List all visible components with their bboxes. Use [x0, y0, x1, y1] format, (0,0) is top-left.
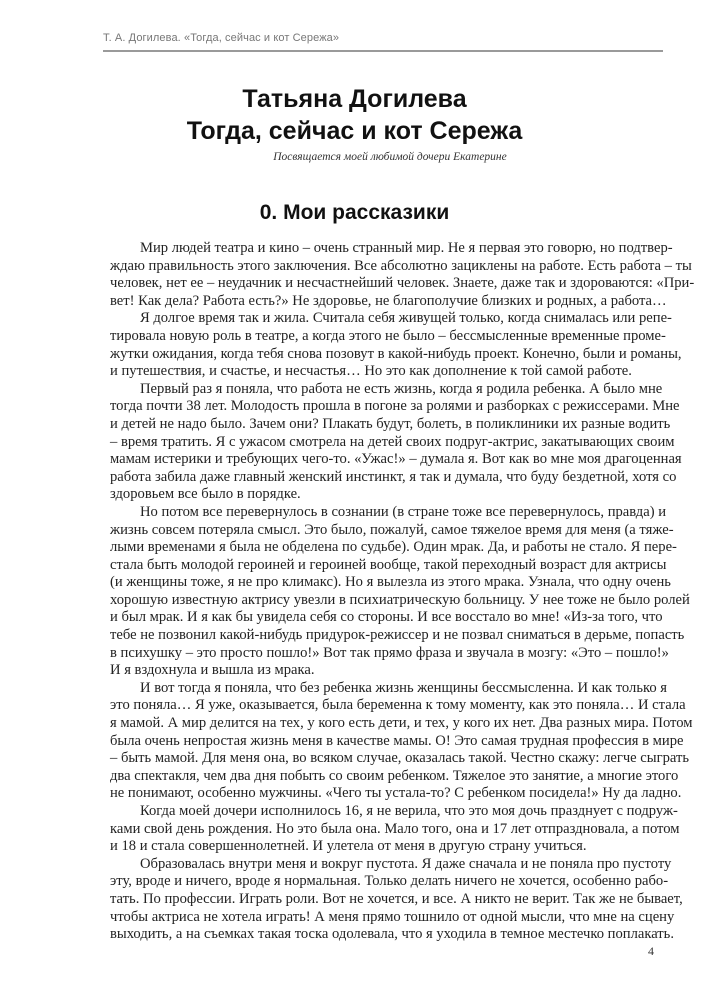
- text-line: человек, нет ее – неудачник и несчастнейший человек. Знаете, даже так и здороваются: «При-: [110, 275, 695, 292]
- text-line: я мамой. А мир делится на тех, у кого есть дети, и тех, у кого их нет. Два разных мира. Потом: [110, 715, 693, 732]
- paragraph: [110, 310, 682, 380]
- text-line: тебе не позвонил какой-нибудь придурок-режиссер и не позвал сниматься в дерьме, попасть: [110, 627, 685, 644]
- text-line: И вот тогда я поняла, что без ребенка жизнь женщины бессмысленна. И как только я: [140, 679, 667, 696]
- dedication: Посвящается моей любимой дочери Екатерине: [273, 151, 507, 163]
- text-line: (и женщины тоже, я не про климакс). Но я вылезла из этого мрака. Узнала, что одну очень: [110, 574, 671, 591]
- text-line: чтобы актриса не хотела играть! А меня прямо тошнило от одной мысли, что мне на сцену: [110, 908, 675, 925]
- text-line: – время тратить. Я с ужасом смотрела на детей своих подруг-актрис, закатывающих своим: [110, 433, 675, 450]
- text-line: работа забила даже главный женский инстинкт, я так и думала, что буду бездетной, хотя со: [110, 468, 677, 485]
- text-line: тогда почти 38 лет. Молодость прошла в погоне за ролями и разборках с режиссерами. Мне: [110, 398, 680, 415]
- paragraph: [110, 240, 695, 310]
- paragraph: [110, 503, 690, 680]
- text-line: тировала новую роль в театре, а когда этого не было – бессмысленные временные проме-: [110, 327, 666, 344]
- text-line: жизнь совсем потеряла смысл. Это было, пожалуй, самое тяжелое время для меня (а тяже-: [110, 521, 674, 538]
- text-line: была очень непростая жизнь меня в качестве мамы. О! Это самая трудная профессия в мире: [110, 732, 684, 749]
- text-line: выходить, а на съемках такая тоска одолевала, что я уходила в темное местечко поплакать.: [110, 926, 674, 943]
- header-rule: [103, 50, 663, 52]
- text-line: Я долгое время так и жила. Считала себя живущей только, когда снималась или репе-: [140, 310, 672, 327]
- text-line: здоровьем все было в порядке.: [110, 486, 301, 503]
- paragraph: [110, 679, 693, 803]
- text-line: жутки ожидания, когда тебя снова позовут в какой-нибудь проект. Конечно, были и романы,: [110, 345, 682, 362]
- text-line: Мир людей театра и кино – очень странный мир. Не я первая это говорю, но подтвер-: [140, 240, 673, 256]
- text-line: вет! Как дела? Работа есть?» Не здоровье, не благополучие близких и родных, а работа…: [110, 292, 667, 309]
- text-line: и 18 и стала совершеннолетней. И улетела от меня в другую страну учиться.: [110, 838, 587, 855]
- text-line: тать. По профессии. Играть роли. Вот не хочется, и все. А никто не верит. Так же не бывает,: [110, 890, 683, 907]
- paragraph: [110, 855, 683, 944]
- text-line: стала быть молодой героиней и героиней вообще, такой переходный возраст для актрисы: [110, 556, 667, 573]
- text-line: это поняла… Я уже, оказывается, была беременна к тому моменту, как это поняла… И стала: [110, 697, 686, 714]
- text-line: Образовалась внутри меня и вокруг пустота. Я даже сначала и не поняла про пустоту: [140, 855, 672, 872]
- text-line: в психушку – это просто пошло!» Вот так прямо фраза и звучала в мозгу: «Это – пошло!»: [110, 644, 669, 661]
- text-line: И я вздохнула и вышла из мрака.: [110, 662, 315, 679]
- text-line: не понимают, особенно мужчины. «Чего ты устала-то? С ребенком посидела!» Ну да ладно.: [110, 785, 682, 802]
- text-line: и был мрак. И я как бы увидела себя со стороны. И все восстало во мне! «Из-за того, что: [110, 609, 663, 626]
- text-line: мамам истерики и требующих чего-то. «Ужас!» – думала я. Вот как во мне моя драгоценная: [110, 451, 682, 468]
- text-line: и детей не надо было. Зачем они? Плакать будут, болеть, в поликлиники их разные водить: [110, 415, 671, 432]
- text-line: два спектакля, чем два дня побыть со своим ребенком. Тяжелое это занятие, а многие этого: [110, 767, 679, 784]
- body-text: [110, 240, 695, 944]
- paragraph: [110, 803, 680, 856]
- text-line: Когда моей дочери исполнилось 16, я не верила, что это моя дочь празднует с подруж-: [140, 803, 678, 819]
- section-heading: 0. Мои рассказики: [259, 201, 450, 224]
- text-line: эту, вроде и ничего, вроде я нормальная. Только делать ничего не хочется, особенно рабо-: [110, 873, 669, 890]
- book-title: Тогда, сейчас и кот Сережа: [186, 117, 523, 145]
- text-line: ждаю правильность этого заключения. Все абсолютно зациклены на работе. Есть работа – ты: [110, 257, 692, 274]
- page-number: 4: [648, 944, 654, 958]
- text-line: и путешествия, и счастье, и несчастья… Но это как дополнение к той самой работе.: [110, 363, 632, 380]
- text-line: ками свой день рождения. Но это была она. Мало того, она и 17 лет отпраздновала, а потом: [110, 820, 680, 837]
- text-line: хорошую известную актрису увезли в психиатрическую больницу. У нее тоже не было ролей: [110, 591, 690, 608]
- text-line: – быть мамой. Для меня она, во всяком случае, оказалась такой. Честно скажу: легче сыграть: [110, 750, 690, 767]
- paragraph: [110, 380, 682, 504]
- text-line: Первый раз я поняла, что работа не есть жизнь, когда я родила ребенка. А было мне: [140, 380, 663, 397]
- text-line: лыми временами я была не обделена по судьбе). Один мрак. Да, и работы не стало. Я пере-: [110, 539, 677, 556]
- author-name: Татьяна Догилева: [242, 85, 467, 113]
- running-header: Т. А. Догилева. «Тогда, сейчас и кот Сережа»: [103, 32, 340, 44]
- text-line: Но потом все перевернулось в сознании (в стране тоже все перевернулось, правда) и: [140, 503, 667, 520]
